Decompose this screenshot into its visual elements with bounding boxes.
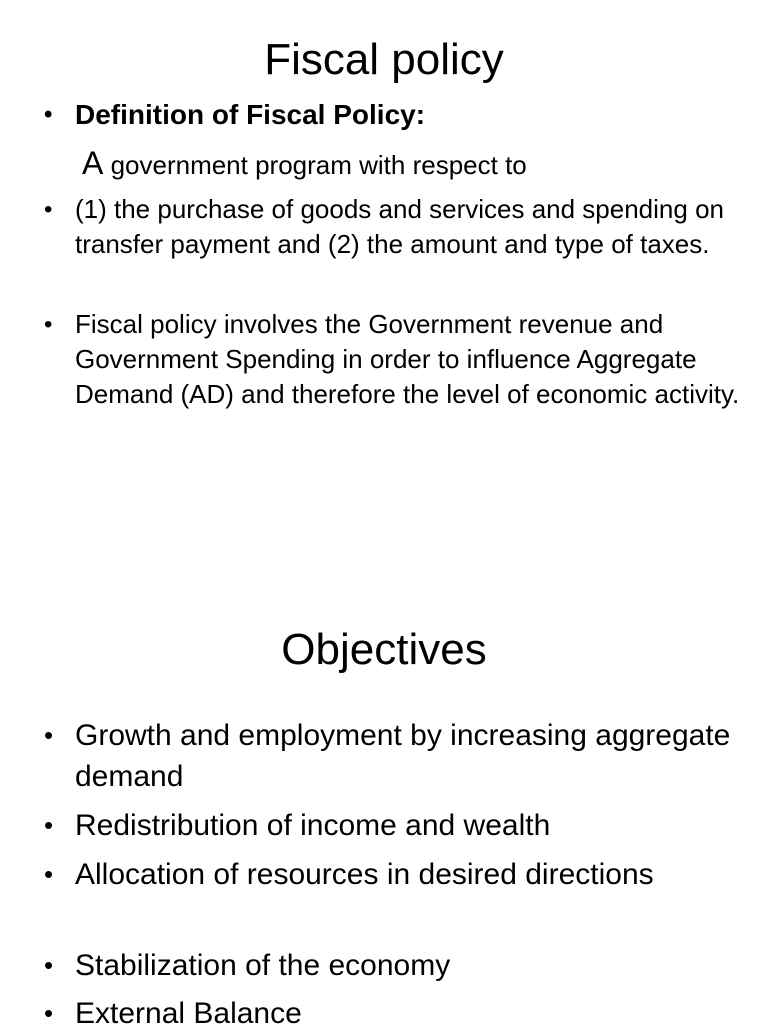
- bullet-icon: •: [44, 311, 53, 338]
- bullet-redistribution: [44, 805, 755, 846]
- slide-objectives: [0, 600, 768, 1030]
- bullet-icon: •: [44, 720, 54, 750]
- bullet-icon: •: [44, 950, 54, 980]
- slide-fiscal-policy: [0, 0, 768, 500]
- slide-title: Fiscal policy: [264, 35, 504, 84]
- slide-title: Objectives: [281, 625, 487, 674]
- bullet-icon: •: [44, 810, 54, 840]
- bullet-stabilization: [44, 945, 755, 986]
- bullet-icon: •: [44, 859, 54, 889]
- bullet-purchase: [44, 192, 755, 262]
- bullet-text: Redistribution of income and wealth: [75, 809, 551, 842]
- bullet-external-balance: [44, 993, 755, 1034]
- bullet-text: Growth and employment by increasing aggregate demand: [75, 719, 731, 793]
- bullet-text: Stabilization of the economy: [75, 949, 451, 982]
- bullet-involves: [44, 307, 755, 412]
- definition-rest: government program with respect to: [103, 150, 527, 180]
- definition-heading: Definition of Fiscal Policy:: [75, 99, 426, 130]
- bullet-icon: •: [44, 101, 53, 128]
- bullet-text: Fiscal policy involves the Government revenue and Government Spending in order to influence Aggregate Demand (AD) and therefore the level of economic activity.: [75, 309, 740, 409]
- bullet-icon: •: [44, 998, 54, 1028]
- definition-cap: A: [82, 145, 104, 181]
- definition-text: [82, 146, 762, 183]
- bullet-growth: [44, 715, 755, 797]
- bullet-text: Allocation of resources in desired directions: [75, 858, 654, 891]
- bullet-icon: •: [44, 196, 53, 223]
- bullet-text: External Balance: [75, 997, 302, 1030]
- bullet-definition-heading: [44, 97, 755, 132]
- bullet-allocation: [44, 854, 755, 895]
- bullet-text: (1) the purchase of goods and services and spending on transfer payment and (2) the amount and type of taxes.: [75, 194, 724, 259]
